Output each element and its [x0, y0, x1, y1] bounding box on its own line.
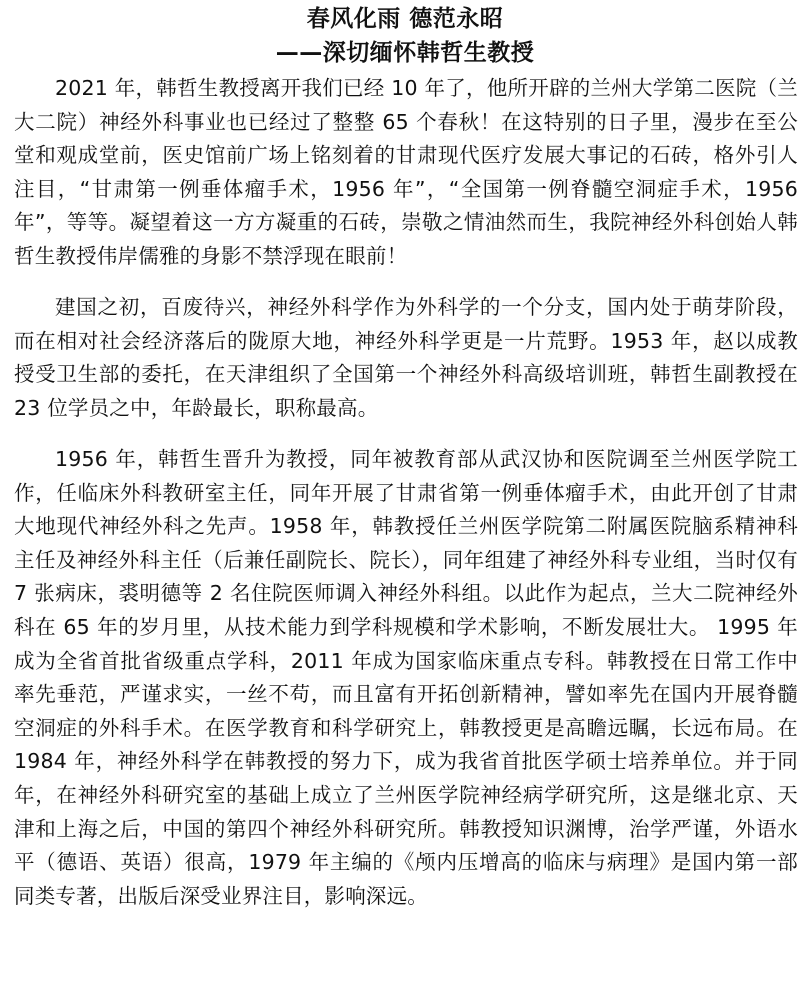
document-subtitle: ——深切缅怀韩哲生教授: [275, 40, 535, 66]
document-title: 春风化雨 德范永昭: [306, 6, 504, 32]
paragraph-3: 1956 年，韩哲生晋升为教授，同年被教育部从武汉协和医院调至兰州医学院工作，任临床外科教研室主任，同年开展了甘肃省第一例垂体瘤手术，由此开创了甘肃大地现代神经外科之先声。1958 年，韩教授任兰州医学院第二附属医院脑系精神科主任及神经外科主任（后兼任副院长、院长），同年组建了神经外科专业组，当时仅有 7 张病床，裘明德等 2 名住院医师调入神经外科组。以此作为起点，兰大二院神经外科在 65 年的岁月里，从技术能力到学科规模和学术影响，不断发展壮大。 1995 年成为全省首批省级重点学科，2011 年成为国家临床重点专科。韩教授在日常工作中率先垂范，严谨求实，一丝不苟，而且富有开拓创新精神，譬如率先在国内开展脊髓空洞症的外科手术。在医学教育和科学研究上，韩教授更是高瞻远瞩，长远布局。在 1984 年，神经外科学在韩教授的努力下，成为我省首批医学硕士培养单位。并于同年，在神经外科研究室的基础上成立了兰州医学院神经病学研究所，这是继北京、天津和上海之后，中国的第四个神经外科研究所。韩教授知识渊博，治学严谨，外语水平（德语、英语）很高，1979 年主编的《颅内压增高的临床与病理》是国内第一部同类专著，出版后深受业界注目，影响深远。: [14, 447, 798, 908]
paragraph-1: 2021 年，韩哲生教授离开我们已经 10 年了，他所开辟的兰州大学第二医院（兰大二院）神经外科事业也已经过了整整 65 个春秋！在这特别的日子里，漫步在至公堂和观成堂前，医史馆前广场上铭刻着的甘肃现代医疗发展大事记的石砖，格外引人注目，“甘肃第一例垂体瘤手术，1956 年”，“全国第一例脊髓空洞症手术，1956 年”，等等。凝望着这一方方凝重的石砖，崇敬之情油然而生，我院神经外科创始人韩哲生教授伟岸儒雅的身影不禁浮现在眼前！: [14, 76, 798, 268]
paragraph-2: 建国之初，百废待兴，神经外科学作为外科学的一个分支，国内处于萌芽阶段，而在相对社会经济落后的陇原大地，神经外科学更是一片荒野。1953 年，赵以成教授受卫生部的委托，在天津组织了全国第一个神经外科高级培训班，韩哲生副教授在 23 位学员之中，年龄最长，职称最高。: [14, 295, 798, 420]
